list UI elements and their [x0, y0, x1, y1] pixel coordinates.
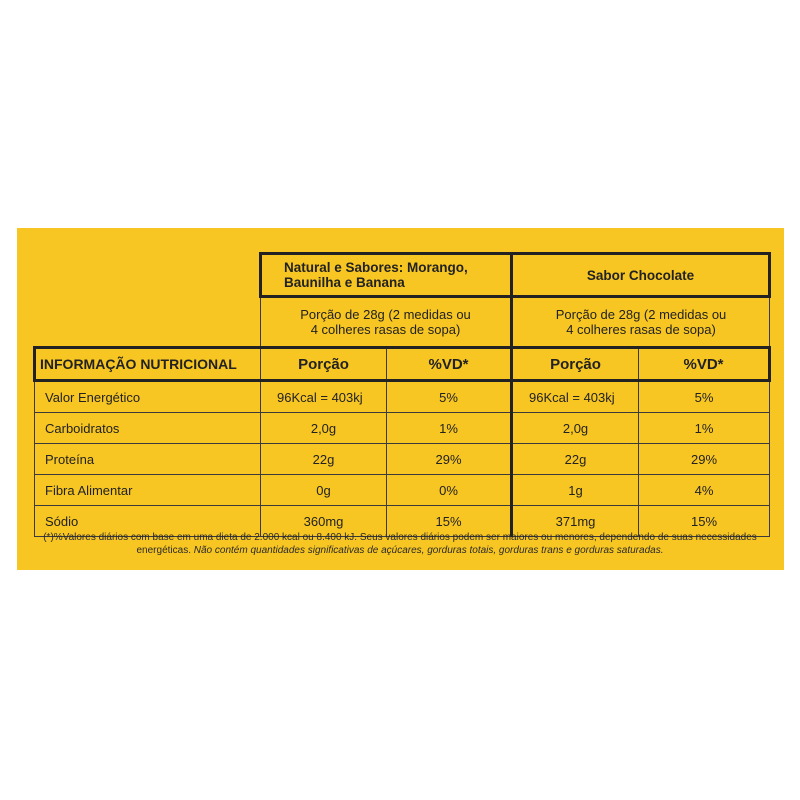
table-row: [35, 413, 770, 444]
row-label: Proteína: [35, 444, 261, 475]
table-row: [35, 381, 770, 413]
chocolate-vd: 15%: [639, 506, 770, 537]
vd-header-2: %VD*: [639, 348, 770, 381]
footnote: [30, 531, 770, 557]
natural-vd: 1%: [387, 413, 512, 444]
chocolate-portion: 1g: [512, 475, 639, 506]
footnote-italic: Não contém quantidades significativas de açúcares, gorduras totais, gorduras trans e gorduras saturadas.: [193, 545, 664, 556]
footnote-text: (*)%Valores diários com base em uma dieta de 2.000 kcal ou 8.400 kJ. Seus valores diários podem ser maiores ou menores, dependendo de suas necessidades energéticas.: [43, 532, 757, 556]
serving-natural-text: Porção de 28g (2 medidas ou 4 colheres rasas de sopa): [300, 307, 471, 337]
natural-vd: 29%: [387, 444, 512, 475]
natural-vd: 15%: [387, 506, 512, 537]
chocolate-portion: 371mg: [512, 506, 639, 537]
blank-cell: [35, 254, 261, 297]
row-label: Sódio: [35, 506, 261, 537]
table-row: [35, 475, 770, 506]
row-label: Carboidratos: [35, 413, 261, 444]
portion-header-2: Porção: [512, 348, 639, 381]
chocolate-portion: 22g: [512, 444, 639, 475]
natural-portion: 0g: [261, 475, 387, 506]
natural-portion: 96Kcal = 403kj: [261, 381, 387, 413]
vd-header-1: %VD*: [387, 348, 512, 381]
row-label: Fibra Alimentar: [35, 475, 261, 506]
group-header-row: [35, 254, 770, 297]
natural-portion: 360mg: [261, 506, 387, 537]
nutrition-table: [33, 252, 771, 537]
portion-header-1: Porção: [261, 348, 387, 381]
table-title: INFORMAÇÃO NUTRICIONAL: [35, 348, 261, 381]
natural-vd: 0%: [387, 475, 512, 506]
chocolate-vd: 1%: [639, 413, 770, 444]
chocolate-vd: 5%: [639, 381, 770, 413]
row-label: Valor Energético: [35, 381, 261, 413]
natural-portion: 22g: [261, 444, 387, 475]
serving-chocolate-text: Porção de 28g (2 medidas ou 4 colheres rasas de sopa): [555, 307, 727, 337]
serving-chocolate: [512, 297, 770, 348]
chocolate-portion: 2,0g: [512, 413, 639, 444]
chocolate-portion: 96Kcal = 403kj: [512, 381, 639, 413]
natural-vd: 5%: [387, 381, 512, 413]
blank-cell: [35, 297, 261, 348]
natural-portion: 2,0g: [261, 413, 387, 444]
chocolate-vd: 29%: [639, 444, 770, 475]
chocolate-vd: 4%: [639, 475, 770, 506]
serving-row: [35, 297, 770, 348]
column-header-row: [35, 348, 770, 381]
serving-natural: [261, 297, 512, 348]
group-natural-title: Natural e Sabores: Morango, Baunilha e Banana: [261, 254, 512, 297]
table-row: [35, 444, 770, 475]
group-chocolate-title: Sabor Chocolate: [512, 254, 770, 297]
